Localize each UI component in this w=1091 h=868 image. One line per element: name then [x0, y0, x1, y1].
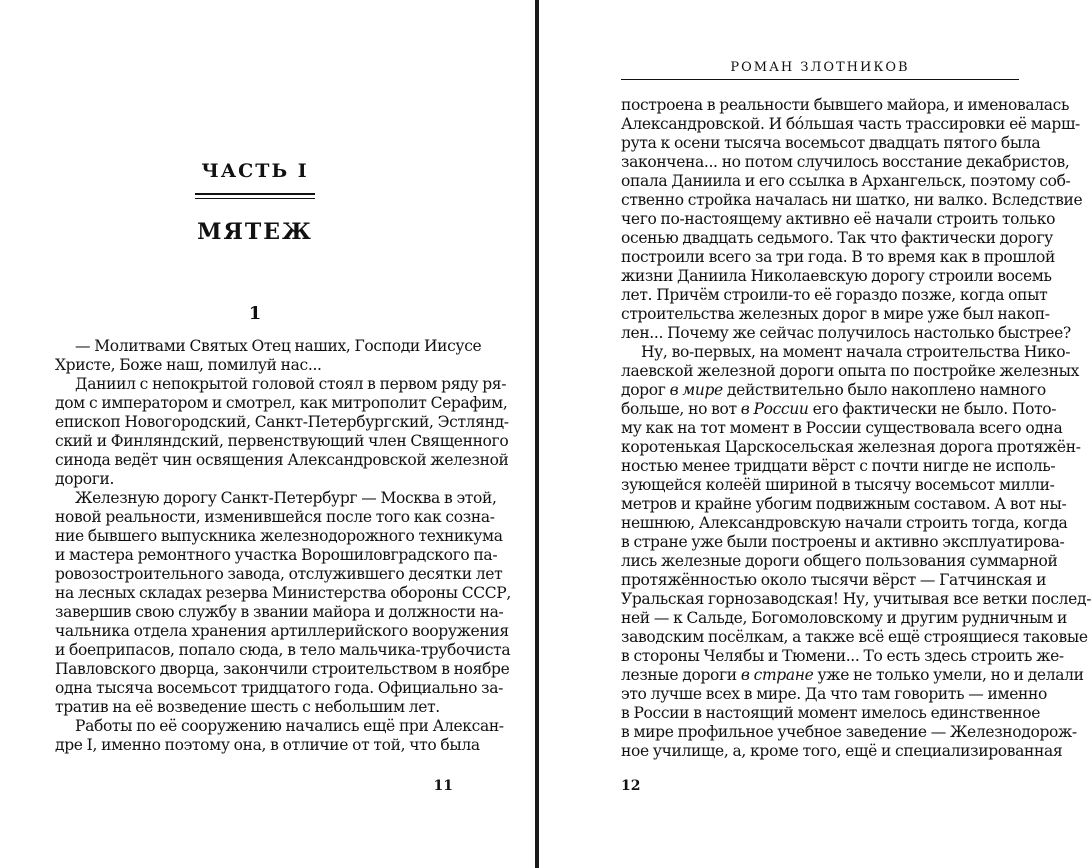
text-line: новой реальности, изменившейся после того как созна- [55, 508, 495, 526]
text-line: тратив на её возведение шесть с небольшим лет. [55, 698, 440, 716]
text-line: лен... Почему же сейчас получилось настолько быстрее? [621, 324, 1071, 342]
text-line: дре I, именно поэтому она, в отличие от той, что была [55, 736, 480, 754]
text-line: ский и Финляндский, первенствующий член Священного [55, 432, 509, 450]
text-line: нешнюю, Александровскую начали строить тогда, когда [621, 514, 1068, 532]
text-line: закончена... но потом случилось восстание декабристов, [621, 153, 1070, 171]
right-page [621, 0, 1091, 868]
text-line: епископ Новогородский, Санкт-Петербургский, Эстлянд- [55, 413, 509, 431]
text-line: чальника отдела хранения артиллерийского вооружения [55, 622, 509, 640]
text-line: Павловского дворца, закончили строительством в ноябре [55, 660, 510, 678]
chapter-number: 1 [248, 303, 262, 324]
text-line: строительства железных дорог в мире уже был накоп- [621, 305, 1050, 323]
page-number-right: 12 [621, 778, 641, 794]
text-line: зующейся колеёй шириной в тысячу восемьсот милли- [621, 476, 1055, 494]
text-line: Работы по её сооружению начались ещё при Алексан- [75, 717, 504, 735]
running-head: РОМАН ЗЛОТНИКОВ [730, 60, 910, 75]
text-line: лет. Причём строили-то её гораздо позже, когда опыт [621, 286, 1048, 304]
text-line: ровозостроительного завода, отслужившего десятки лет [55, 565, 503, 583]
text-line: лись железные дороги общего пользования суммарной [621, 552, 1058, 570]
text-line: му как на тот момент в России существовала всего одна [621, 419, 1063, 437]
text-line: Ну, во-первых, на момент начала строительства Нико- [641, 343, 1071, 361]
text-line: рута к осени тысяча восемьсот двадцать пятого была [621, 134, 1041, 152]
text-line: чего по-настоящему активно её начали строить только [621, 210, 1056, 228]
text-line: протяжённостью около тысячи вёрст — Гатчинская и [621, 571, 1047, 589]
text-line: и боеприпасов, попало сюда, в тело мальчика-трубочиста [55, 641, 511, 659]
text-line: в мире профильное учебное заведение — Железнодорож- [621, 723, 1077, 741]
text-line: Христе, Боже наш, помилуй нас... [55, 356, 322, 374]
part-divider-thin [195, 198, 315, 199]
text-line: на лесных складах резерва Министерства обороны СССР, [55, 584, 511, 602]
text-line: лезные дороги в стране уже не только умели, но и делали [621, 666, 1084, 684]
text-line: это лучше всех в мире. Да что там говорить — именно [621, 685, 1047, 703]
text-line: синода ведёт чин освящения Александровской железной [55, 451, 509, 469]
text-line: больше, но вот в России его фактически не было. Пото- [621, 400, 1057, 418]
text-line: ственно стройка началась ни шатко, ни валко. Вследствие [621, 191, 1083, 209]
part-name: МЯТЕЖ [197, 219, 313, 245]
page-number-left: 11 [433, 778, 453, 794]
text-line: дороги. [55, 470, 115, 488]
left-body-text [55, 337, 511, 755]
text-line: ное училище, а, кроме того, ещё и специализированная [621, 742, 1063, 760]
text-line: в стороны Челябы и Тюмени... То есть здесь строить же- [621, 647, 1064, 665]
text-line: метров и крайне убогим подвижным составом. А вот ны- [621, 495, 1067, 513]
text-line: построена в реальности бывшего майора, и именовалась [621, 96, 1070, 114]
text-line: коротенькая Царскосельская железная дорога протяжён- [621, 438, 1081, 456]
text-line: в стране уже были построены и активно эксплуатирова- [621, 533, 1065, 551]
text-line: жизни Даниила Николаевскую дорогу строили восемь [621, 267, 1052, 285]
text-line: заводским посёлкам, а также всё ещё строящиеся таковые [621, 628, 1088, 646]
text-line: дом с императором и смотрел, как митрополит Серафим, [55, 394, 508, 412]
text-line: ние бывшего выпускника железнодорожного техникума [55, 527, 503, 545]
text-line: Даниил с непокрытой головой стоял в первом ряду ря- [75, 375, 507, 393]
text-line: лаевской железной дороги опыта по постройке железных [621, 362, 1080, 380]
right-body-text [621, 96, 1091, 761]
text-line: одна тысяча восемьсот тридцатого года. Официально за- [55, 679, 504, 697]
running-head-rule [621, 79, 1019, 80]
text-line: ней — к Сальде, Богомоловскому и другим рудничным и [621, 609, 1067, 627]
text-line: — Молитвами Святых Отец наших, Господи Иисусе [75, 337, 482, 355]
left-page [55, 0, 511, 868]
text-line: Железную дорогу Санкт-Петербург — Москва в этой, [75, 489, 497, 507]
text-line: Александровской. И бóльшая часть трассировки её марш- [621, 115, 1080, 133]
text-line: в России в настоящий момент имелось единственное [621, 704, 1041, 722]
text-line: дорог в мире действительно было накоплено намного [621, 381, 1046, 399]
text-line: построили всего за три года. В то время как в прошлой [621, 248, 1055, 266]
part-title: ЧАСТЬ I [201, 160, 309, 182]
text-line: завершив свою службу в звании майора и должности на- [55, 603, 504, 621]
part-divider [195, 193, 315, 195]
text-line: и мастера ремонтного участка Ворошиловградского па- [55, 546, 498, 564]
text-line: ностью менее тридцати вёрст с почти нигде не исполь- [621, 457, 1056, 475]
book-spine [535, 0, 539, 868]
text-line: Уральская горнозаводская! Ну, учитывая все ветки послед- [621, 590, 1091, 608]
text-line: опала Даниила и его ссылка в Архангельск, поэтому соб- [621, 172, 1071, 190]
text-line: осенью двадцать седьмого. Так что фактически дорогу [621, 229, 1053, 247]
